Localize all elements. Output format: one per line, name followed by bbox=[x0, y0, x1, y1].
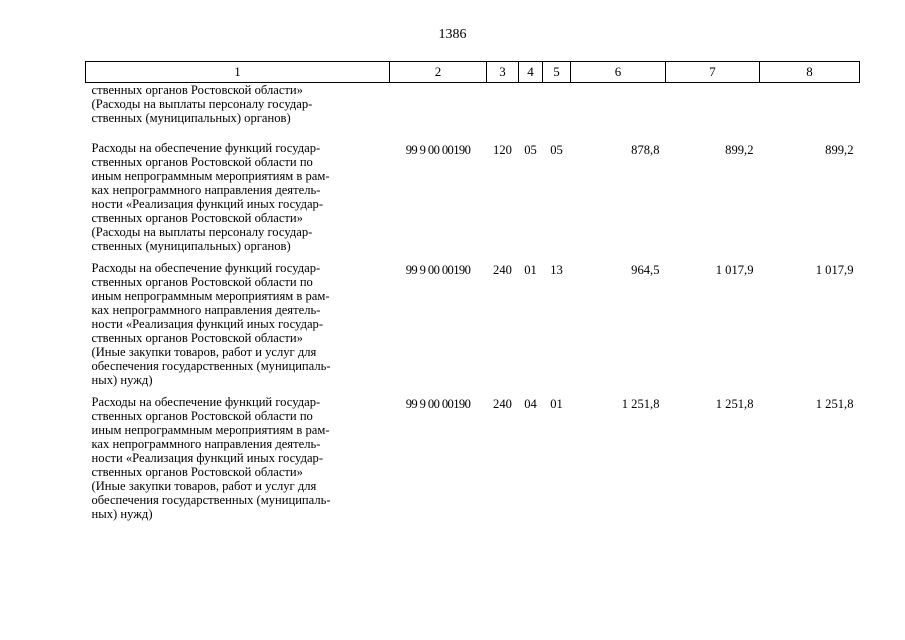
description-line: обеспечения государственных (муниципаль- bbox=[91, 493, 331, 507]
description-line: обеспечения государственных (муниципаль- bbox=[91, 359, 331, 373]
table-row bbox=[86, 261, 860, 395]
description-line: ственных органов Ростовской области по bbox=[91, 409, 313, 423]
section-code: 05 bbox=[524, 143, 537, 157]
header-col-5: 5 bbox=[543, 62, 571, 83]
description-line: (Расходы на выплаты персоналу государ- bbox=[91, 225, 313, 239]
description-line: (Расходы на выплаты персоналу государ- bbox=[91, 97, 313, 111]
description-line: иным непрограммным мероприятиям в рам- bbox=[91, 169, 330, 183]
continuation-row bbox=[86, 83, 860, 142]
description-line: ственных (муниципальных) органов) bbox=[91, 239, 291, 253]
table-row bbox=[86, 141, 860, 261]
subsection-code: 13 bbox=[550, 263, 563, 277]
description-line: (Иные закупки товаров, работ и услуг для bbox=[91, 479, 317, 493]
description-line: ственных органов Ростовской области» bbox=[91, 465, 303, 479]
amount-col-6: 964,5 bbox=[631, 263, 660, 277]
amount-col-7: 1 017,9 bbox=[715, 263, 754, 277]
section-code: 01 bbox=[524, 263, 537, 277]
expense-type: 240 bbox=[493, 263, 512, 277]
description-line: ках непрограммного направления деятель- bbox=[91, 437, 321, 451]
description-line: ных) нужд) bbox=[91, 373, 153, 387]
amount-col-8: 899,2 bbox=[825, 143, 854, 157]
continuation-description bbox=[86, 83, 390, 142]
amount-col-8: 1 251,8 bbox=[815, 397, 854, 411]
header-col-8: 8 bbox=[760, 62, 860, 83]
description-line: ственных органов Ростовской области» bbox=[91, 331, 303, 345]
row-description bbox=[86, 395, 390, 529]
description-line: ственных (муниципальных) органов) bbox=[91, 111, 291, 125]
description-line: ственных органов Ростовской области» bbox=[91, 83, 303, 97]
expense-type: 120 bbox=[493, 143, 512, 157]
description-line: ках непрограммного направления деятель- bbox=[91, 183, 321, 197]
description-line: ственных органов Ростовской области по bbox=[91, 155, 313, 169]
description-line: ности «Реализация функций иных государ- bbox=[91, 317, 324, 331]
description-line: Расходы на обеспечение функций государ- bbox=[91, 395, 321, 409]
amount-col-7: 1 251,8 bbox=[715, 397, 754, 411]
amount-col-6: 1 251,8 bbox=[621, 397, 660, 411]
description-line: ственных органов Ростовской области» bbox=[91, 211, 303, 225]
description-line: ных) нужд) bbox=[91, 507, 153, 521]
description-line: (Иные закупки товаров, работ и услуг для bbox=[91, 345, 317, 359]
description-line: ках непрограммного направления деятель- bbox=[91, 303, 321, 317]
header-col-4: 4 bbox=[519, 62, 543, 83]
amount-col-6: 878,8 bbox=[631, 143, 660, 157]
expense-type: 240 bbox=[493, 397, 512, 411]
header-row bbox=[86, 62, 860, 83]
row-description bbox=[86, 141, 390, 261]
budget-table bbox=[85, 61, 860, 529]
page-number: 1386 bbox=[438, 27, 467, 42]
header-col-1: 1 bbox=[86, 62, 390, 83]
description-line: Расходы на обеспечение функций государ- bbox=[91, 141, 321, 155]
header-col-6: 6 bbox=[571, 62, 666, 83]
description-line: ственных органов Ростовской области по bbox=[91, 275, 313, 289]
subsection-code: 05 bbox=[550, 143, 563, 157]
description-line: иным непрограммным мероприятиям в рам- bbox=[91, 289, 330, 303]
target-code: 99 9 00 00190 bbox=[405, 263, 471, 277]
header-col-2: 2 bbox=[390, 62, 487, 83]
subsection-code: 01 bbox=[550, 397, 563, 411]
description-line: ности «Реализация функций иных государ- bbox=[91, 451, 324, 465]
table-row bbox=[86, 395, 860, 529]
section-code: 04 bbox=[524, 397, 537, 411]
row-description bbox=[86, 261, 390, 395]
target-code: 99 9 00 00190 bbox=[405, 143, 471, 157]
description-line: ности «Реализация функций иных государ- bbox=[91, 197, 324, 211]
amount-col-7: 899,2 bbox=[725, 143, 754, 157]
description-line: Расходы на обеспечение функций государ- bbox=[91, 261, 321, 275]
header-col-3: 3 bbox=[487, 62, 519, 83]
target-code: 99 9 00 00190 bbox=[405, 397, 471, 411]
amount-col-8: 1 017,9 bbox=[815, 263, 854, 277]
header-col-7: 7 bbox=[666, 62, 760, 83]
description-line: иным непрограммным мероприятиям в рам- bbox=[91, 423, 330, 437]
